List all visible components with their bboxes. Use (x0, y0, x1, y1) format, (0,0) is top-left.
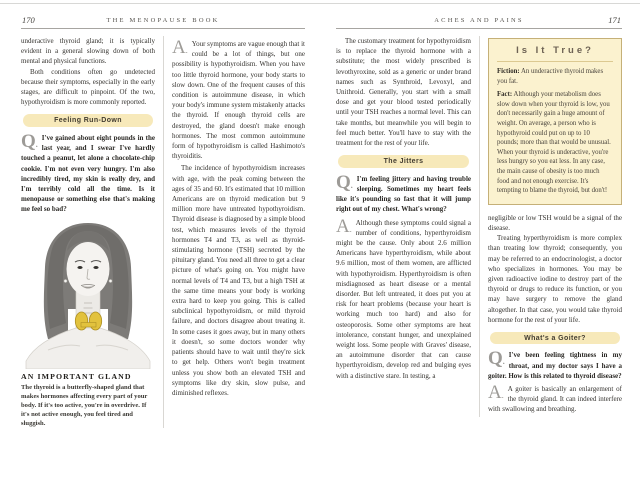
right-page-header (336, 13, 622, 29)
sidebar-fiction: Fiction: An underactive thyroid makes you fat. (497, 68, 604, 85)
right-page (336, 13, 622, 473)
answer-text: A. Although these symptoms could signal a number of conditions, hyperthyroidism might be the cause. Only about 2.6 million Americans have hyperthyroidism, while about 9.6 million, most of them women, are afflicted with hypothyroidism. Hyperthyroidism is often misdiagnosed as heart disease or a mental disorder. But left untreated, it does put you at risk for heart problems (because your heart is working much too hard) and also for osteoporosis. Some other symptoms are heat intolerance, constant hunger, and unexplained weight loss. Some people with Graves' disease, an autoimmune disorder that can cause hyperthyroidism, develop red and bulging eyes with a distinctive stare. In testing, a (336, 215, 471, 380)
left-folio: 170 (22, 15, 35, 25)
sidebar-title: Is It True? (497, 45, 613, 62)
question-block (488, 350, 622, 381)
is-it-true-sidebar (488, 38, 622, 205)
answer-block (488, 384, 622, 415)
section-heading-whats-a-goiter: What's a Goiter? (490, 332, 620, 345)
paragraph: Treating hyperthyroidism is more complex than treating low thyroid; consequently, you may be referred to an endocrinologist, a doctor who specializes in hormones. You may be given radioactive iodine to destroy part of the thyroid or drugs to reduce its function, or you may have surgery to remove the gland altogether. In that case, you would take thyroid hormone for the rest of your life. (488, 234, 622, 324)
right-col-2 (479, 36, 622, 417)
paragraph: negligible or low TSH would be a signal of the disease. (488, 213, 622, 232)
woman-thyroid-illustration (22, 219, 154, 369)
right-page-columns (336, 36, 622, 417)
q-drop-cap: Q. (488, 348, 505, 370)
answer-text: A. A goiter is basically an enlargement of the thyroid gland. It can indeed interfere with swallowing and breathing. (488, 382, 622, 414)
right-eye (93, 266, 98, 269)
scan-top-edge-line (0, 3, 640, 4)
shoulders (26, 328, 150, 369)
left-col-1 (21, 36, 163, 428)
a-drop-cap: A. (172, 37, 188, 58)
right-folio: 171 (608, 15, 621, 25)
section-heading-the-jitters: The Jitters (338, 155, 469, 168)
paragraph: The incidence of hypothyroidism increases with age, with the peak coming between the ages of 35 and 60. It's estimated that 10 million Americans are on thyroid medication but 9 million more have untreated hypothyroidism. Thyroid disease is diagnosed by a simple blood test, which measures levels of the thyroid hormones T4 and T3, as well as thyroid-stimulating hormone (TSH) secreted by the pituitary gland. You need all three to get a clear picture of what's going on. You might have normal levels of T4 and T3, but a high TSH at the same time means your body is working extra hard to keep you going. This is called subclinical hypothyroidism, or mild thyroid failure, and doctors disagree about treating it. In some cases it goes away, but in many others it doesn't, so some doctors wonder why patients should have to wait until they're sick to get help. Others won't begin treatment unless you show both an elevated TSH and symptoms like dry skin, slow pulse, and diminished reflexes. (172, 164, 305, 397)
sidebar-fact: Fact: Although your metabolism does slow down when your thyroid is low, you don't necessarily gain a huge amount of weight. On average, a person who is hypothyroid could put on up to 10 pounds; more than that would be unusual. When your thyroid is underactive, you're less hungry so you eat less. In any case, the main cause of obesity is too much food and not enough exercise. It's tempting to blame the thyroid, but don't! (497, 91, 611, 195)
right-running-head: ACHES AND PAINS (434, 17, 524, 24)
right-col-1 (336, 36, 479, 417)
figure-caption-title: AN IMPORTANT GLAND (21, 371, 132, 381)
paragraph: Both conditions often go undetected because their symptoms, especially in the early stages, are difficult to pinpoint. Of the two, hypothyroidism is more commonly reported. (21, 67, 155, 107)
paragraph: underactive thyroid gland; it is typically evident in a general slowing down of both mental and physical functions. (21, 37, 155, 66)
section-heading-feeling-run-down: Feeling Run-Down (23, 114, 153, 127)
thyroid-figure (21, 219, 155, 428)
right-earring (109, 279, 112, 282)
left-page (21, 13, 305, 473)
answer-block (336, 215, 471, 381)
left-page-columns (21, 36, 305, 428)
q-drop-cap: Q. (336, 171, 353, 193)
figure-caption-body: The thyroid is a butterfly-shaped gland that makes hormones affecting every part of your body. If it's too active, you're in overdrive. If it's not active enough, you feel tired and sluggish. (21, 383, 148, 427)
question-text: Q. I've been feeling tightness in my throat, and my doctor says I have a goiter. How is this related to thyroid disease? (488, 348, 622, 380)
left-col-2 (163, 36, 305, 428)
question-block (21, 130, 155, 215)
question-block (336, 171, 471, 215)
question-text: Q. I've gained about eight pounds in the last year, and I swear I've hardly touched a peanut, let alone a chocolate-chip cookie. I'm not even very hungry. I'm also incredibly tired, my skin is really dry, and I'm terribly cold all the time. Is it menopause or something else that's making me feel so bad? (21, 130, 155, 214)
left-earring (64, 279, 67, 282)
answer-block (172, 39, 305, 161)
left-page-header (21, 13, 305, 29)
q-drop-cap: Q. (21, 130, 38, 152)
question-text: Q. I'm feeling jittery and having trouble sleeping. Sometimes my heart feels like it's pounding so fast that it will jump right out of my chest. What's wrong? (336, 171, 471, 214)
answer-text: A. Your symptoms are vague enough that it could be a lot of things, but one possibility is hypothyroidism. When you have too little thyroid hormone, your body starts to slow down. One of the frequent causes of this condition is autoimmune disease, in which your body's immune system mistakenly attacks the thyroid. If enough thyroid cells are destroyed, the gland doesn't make enough hormones. The most common autoimmune form of hypothyroidism is called Hashimoto's thyroiditis. (172, 37, 305, 161)
left-eye (77, 266, 82, 269)
left-running-head: THE MENOPAUSE BOOK (106, 17, 220, 24)
a-drop-cap: A. (336, 215, 352, 237)
paragraph: The customary treatment for hypothyroidism is to replace the thyroid hormone with a substitute; the most widely prescribed is levothyroxine, sold as a generic or under brand names such as Synthroid, Levoxyl, and Unithroid. Generally, you start with a small dose and get your blood tested periodically until your TSH reaches a normal level. This can take months, but meanwhile you will begin to feel much better. You'll have to stay with the treatment for the rest of your life. (336, 37, 471, 148)
a-drop-cap: A. (488, 382, 504, 404)
